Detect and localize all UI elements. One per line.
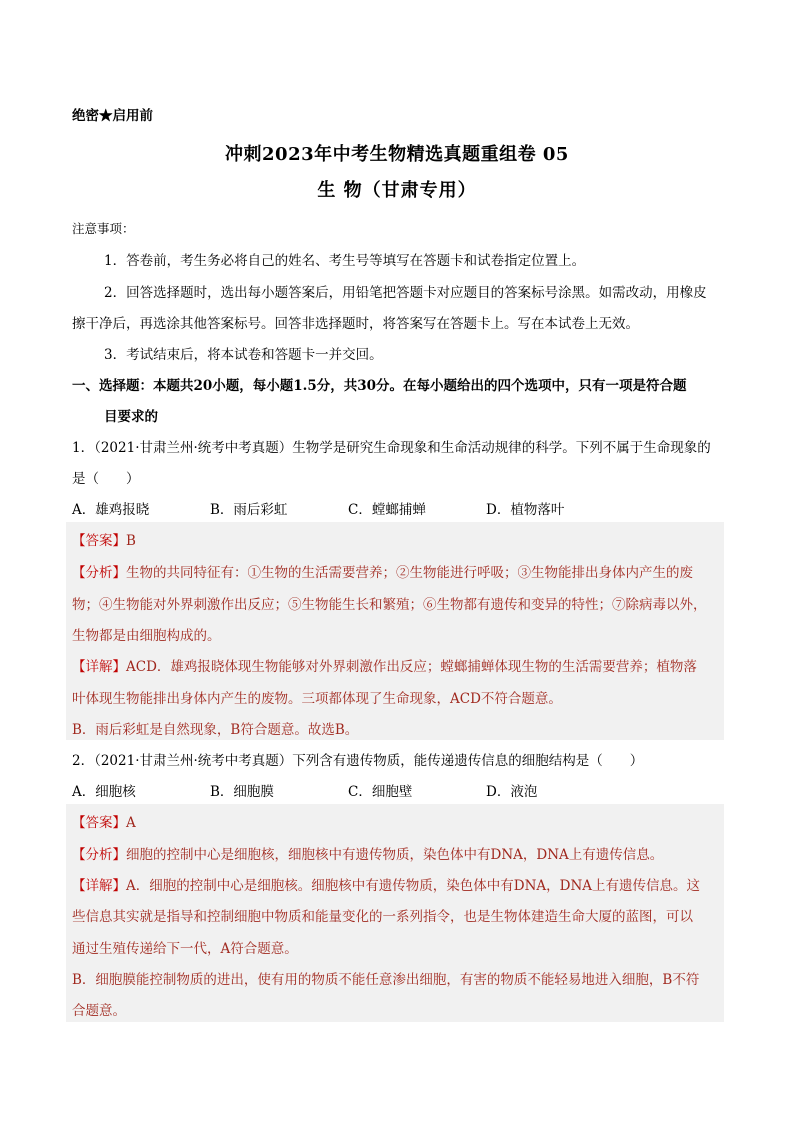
question-1-detail-cont: 叶体现生物能排出身体内产生的废物。三项都体现了生命现象，ACD不符合题意。 bbox=[72, 691, 562, 707]
question-1-stem-cont: 是（ ） bbox=[72, 471, 140, 487]
detail-tag: 【详解】 bbox=[72, 878, 126, 894]
option-a: A．细胞核 bbox=[72, 784, 136, 800]
question-2-options bbox=[72, 780, 632, 800]
option-d: D．液泡 bbox=[486, 784, 538, 800]
option-c: C．螳螂捕蝉 bbox=[348, 502, 426, 518]
answer-tag: 【答案】 bbox=[72, 533, 126, 549]
question-2-detail bbox=[72, 874, 700, 894]
notice-item: 擦干净后，再选涂其他答案标号。回答非选择题时，将答案写在答题卡上。写在本试卷上无效。 bbox=[72, 316, 639, 332]
option-b: B．细胞膜 bbox=[210, 784, 274, 800]
answer-value: B bbox=[126, 533, 136, 549]
confidential-label: 绝密★启用前 bbox=[72, 108, 153, 124]
section-heading: 一、选择题：本题共20小题，每小题1.5分，共30分。在每小题给出的四个选项中，只有一项是符合题 bbox=[72, 378, 687, 394]
question-1-detail bbox=[72, 655, 697, 675]
answer-value: A bbox=[126, 815, 136, 831]
option-c: C．细胞壁 bbox=[348, 784, 413, 800]
section-heading-cont: 目要求的 bbox=[104, 409, 158, 425]
question-2-stem: 2．（2021·甘肃兰州·统考中考真题）下列含有遗传物质，能传递遗传信息的细胞结构是（ ） bbox=[72, 753, 644, 769]
notice-item: 1．答卷前，考生务必将自己的姓名、考生号等填写在答题卡和试卷指定位置上。 bbox=[104, 253, 586, 269]
question-2-detail-cont: 通过生殖传递给下一代，A符合题意。 bbox=[72, 941, 298, 957]
question-1-analysis bbox=[72, 561, 693, 581]
question-2-detail-cont: 些信息其实就是指导和控制细胞中物质和能量变化的一系列指令，也是生物体建造生命大厦的蓝图，可以 bbox=[72, 909, 693, 925]
analysis-tag: 【分析】 bbox=[72, 847, 126, 863]
option-b: B．雨后彩虹 bbox=[210, 502, 288, 518]
question-1-options bbox=[72, 498, 632, 518]
question-1-analysis-cont: 生物都是由细胞构成的。 bbox=[72, 628, 221, 644]
analysis-tag: 【分析】 bbox=[72, 565, 126, 581]
notice-heading: 注意事项： bbox=[72, 221, 135, 236]
option-d: D．植物落叶 bbox=[486, 502, 565, 518]
detail-tag: 【详解】 bbox=[72, 659, 126, 675]
answer-tag: 【答案】 bbox=[72, 815, 126, 831]
analysis-text: 生物的共同特征有：①生物的生活需要营养；②生物能进行呼吸；③生物能排出身体内产生的废 bbox=[126, 565, 693, 581]
option-a: A．雄鸡报晓 bbox=[72, 502, 150, 518]
paper-subtitle: 生 物（甘肃专用） bbox=[317, 180, 477, 201]
notice-item: 2．回答选择题时，选出每小题答案后，用铅笔把答题卡对应题目的答案标号涂黑。如需改动，用橡皮 bbox=[104, 285, 707, 301]
question-2-detail-cont: 合题意。 bbox=[72, 1003, 126, 1019]
question-2-detail-cont: B．细胞膜能控制物质的进出，使有用的物质不能任意渗出细胞，有害的物质不能轻易地进入细胞，B不符 bbox=[72, 972, 700, 988]
question-1-answer bbox=[72, 529, 136, 549]
question-2-analysis bbox=[72, 843, 663, 863]
question-1-detail-cont: B．雨后彩虹是自然现象，B符合题意。故选B。 bbox=[72, 722, 359, 738]
detail-text: ACD．雄鸡报晓体现生物能够对外界刺激作出反应；螳螂捕蝉体现生物的生活需要营养；植物落 bbox=[126, 659, 697, 675]
detail-text: A．细胞的控制中心是细胞核。细胞核中有遗传物质，染色体中有DNA，DNA上有遗传信息。这 bbox=[126, 878, 701, 894]
question-1-analysis-cont: 物；④生物能对外界刺激作出反应；⑤生物能生长和繁殖；⑥生物都有遗传和变异的特性；⑦除病毒以外， bbox=[72, 597, 707, 613]
paper-title: 冲刺2023年中考生物精选真题重组卷 05 bbox=[225, 144, 569, 165]
analysis-text: 细胞的控制中心是细胞核，细胞核中有遗传物质，染色体中有DNA，DNA上有遗传信息。 bbox=[126, 847, 664, 863]
question-2-answer bbox=[72, 811, 136, 831]
question-1-stem: 1．（2021·甘肃兰州·统考中考真题）生物学是研究生命现象和生命活动规律的科学。下列不属于生命现象的 bbox=[72, 440, 711, 456]
notice-item: 3．考试结束后，将本试卷和答题卡一并交回。 bbox=[104, 347, 383, 363]
